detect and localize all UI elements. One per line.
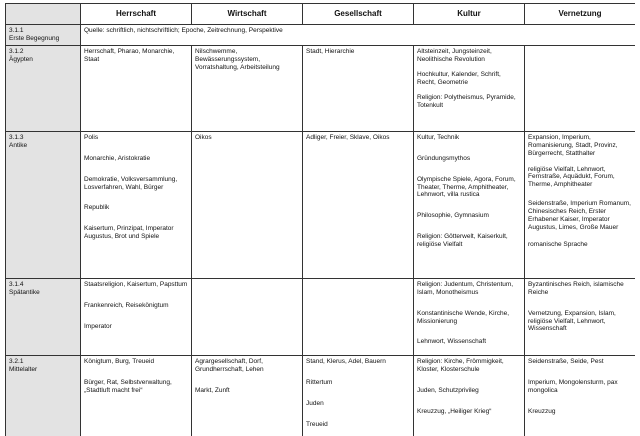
cell-entry: Stadt, Hierarchie bbox=[306, 47, 355, 55]
cell-entry: Olympische Spiele, Agora, Forum, Theater, Therme, Amphitheater, Lehnwort, villa rustica bbox=[417, 175, 516, 199]
cell-entry: Adliger, Freier, Sklave, Oikos bbox=[306, 133, 390, 141]
cell-entry: Hochkultur, Kalender, Schrift, Recht, Geometrie bbox=[417, 70, 501, 86]
section-name: Spätantike bbox=[9, 288, 40, 296]
cell-entry: Religion: Kirche, Frömmigkeit, Kloster, Klosterschule bbox=[417, 357, 504, 373]
column-header-herrschaft: Herrschaft bbox=[81, 4, 192, 25]
cell-entry: Bürger, Rat, Selbstverwaltung, „Stadtluft macht frei“ bbox=[84, 378, 172, 394]
section-cell bbox=[6, 355, 81, 436]
cell-entry: Philosophie, Gymnasium bbox=[417, 212, 489, 220]
cell-entry: Religion: Götterwelt, Kaiserkult, religiöse Vielfalt bbox=[417, 233, 508, 249]
note-cell: Quelle: schriftlich, nichtschriftlich; Epoche, Zeitrechnung, Perspektive bbox=[81, 25, 636, 46]
cell-entry: Expansion, Imperium, Romanisierung, Stadt, Provinz, Bürgerrecht, Statthalter bbox=[528, 133, 618, 157]
cell-kultur bbox=[414, 355, 525, 436]
cell-entry: religiöse Vielfalt, Lehnwort, Fernstraße, Aquädukt, Forum, Therme, Amphitheater bbox=[528, 165, 615, 189]
column-header-vernetzung: Vernetzung bbox=[525, 4, 636, 25]
cell-vernetzung bbox=[525, 45, 636, 131]
column-header-kultur: Kultur bbox=[414, 4, 525, 25]
section-number: 3.1.1 bbox=[9, 27, 24, 34]
cell-gesellschaft bbox=[303, 45, 414, 131]
cell-vernetzung bbox=[525, 131, 636, 278]
cell-entry: Polis bbox=[84, 133, 99, 141]
column-header-gesellschaft: Gesellschaft bbox=[303, 4, 414, 25]
cell-entry: Kaisertum, Prinzipat, Imperator Augustus, Brot und Spiele bbox=[84, 225, 174, 241]
cell-entry: Religion: Judentum, Christentum, Islam, Monotheismus bbox=[417, 280, 514, 296]
cell-herrschaft bbox=[81, 355, 192, 436]
table-body bbox=[6, 25, 636, 436]
cell-entry: Kultur, Technik bbox=[417, 133, 460, 141]
cell-entry: Byzantinisches Reich, islamische Reiche bbox=[528, 280, 624, 296]
cell-entry: Religion: Polytheismus, Pyramide, Totenkult bbox=[417, 94, 516, 110]
section-number: 3.1.3 bbox=[9, 133, 24, 141]
cell-wirtschaft bbox=[192, 131, 303, 278]
cell-entry: Vernetzung, Expansion, Islam, religiöse Vielfalt, Lehnwort, Wissenschaft bbox=[528, 309, 616, 333]
cell-herrschaft bbox=[81, 131, 192, 278]
cell-herrschaft bbox=[81, 278, 192, 355]
table-row bbox=[6, 131, 636, 278]
cell-entry: Treueid bbox=[306, 420, 328, 428]
cell-entry: Königtum, Burg, Treueid bbox=[84, 357, 155, 365]
cell-wirtschaft bbox=[192, 45, 303, 131]
cell-wirtschaft bbox=[192, 355, 303, 436]
table-row bbox=[6, 25, 636, 46]
cell-kultur bbox=[414, 45, 525, 131]
section-name: Antike bbox=[9, 141, 28, 149]
cell-entry: Staatsreligion, Kaisertum, Papsttum bbox=[84, 280, 188, 288]
cell-entry: Frankenreich, Reisekönigtum bbox=[84, 301, 169, 309]
cell-entry: Nilschwemme, Bewässerungssystem, Vorratshaltung, Arbeitsteilung bbox=[195, 47, 280, 71]
column-header-wirtschaft: Wirtschaft bbox=[192, 4, 303, 25]
section-cell bbox=[6, 25, 81, 46]
cell-entry: Gründungsmythos bbox=[417, 154, 471, 162]
cell-entry: Juden, Schutzprivileg bbox=[417, 386, 479, 394]
section-cell bbox=[6, 278, 81, 355]
cell-entry: romanische Sprache bbox=[528, 240, 588, 248]
header-corner-cell bbox=[6, 4, 81, 25]
table-row bbox=[6, 45, 636, 131]
section-number: 3.1.2 bbox=[9, 47, 24, 55]
table-row bbox=[6, 278, 636, 355]
cell-entry: Juden bbox=[306, 399, 324, 407]
table-row bbox=[6, 355, 636, 436]
cell-entry: Seidenstraße, Imperium Romanum, Chinesisches Reich, Erster Erhabener Kaiser, Imperator Augustus, Limes, Große Mauer bbox=[528, 200, 631, 231]
cell-gesellschaft bbox=[303, 131, 414, 278]
cell-entry: Kreuzzug bbox=[528, 407, 556, 415]
cell-entry: Herrschaft, Pharao, Monarchie, Staat bbox=[84, 47, 175, 63]
section-cell bbox=[6, 131, 81, 278]
cell-entry: Republik bbox=[84, 204, 110, 212]
section-name: Erste Begegnung bbox=[9, 34, 60, 42]
cell-vernetzung bbox=[525, 355, 636, 436]
section-number: 3.2.1 bbox=[9, 357, 24, 365]
cell-entry: Kreuzzug, „Heiliger Krieg“ bbox=[417, 407, 492, 415]
cell-entry: Agrargesellschaft, Dorf, Grundherrschaft, Lehen bbox=[195, 357, 264, 373]
cell-gesellschaft bbox=[303, 355, 414, 436]
cell-entry: Imperator bbox=[84, 322, 112, 330]
section-name: Ägypten bbox=[9, 55, 33, 63]
section-name: Mittelalter bbox=[9, 365, 38, 373]
cell-entry: Stand, Klerus, Adel, Bauern bbox=[306, 357, 386, 365]
cell-gesellschaft bbox=[303, 278, 414, 355]
cell-entry: Imperium, Mongolensturm, pax mongolica bbox=[528, 378, 618, 394]
curriculum-table-sheet bbox=[5, 3, 635, 436]
cell-entry: Demokratie, Volksversammlung, Losverfahren, Wahl, Bürger bbox=[84, 175, 178, 191]
header-row bbox=[6, 4, 636, 25]
cell-entry: Monarchie, Aristokratie bbox=[84, 154, 151, 162]
section-number: 3.1.4 bbox=[9, 280, 24, 288]
cell-entry: Seidenstraße, Seide, Pest bbox=[528, 357, 604, 365]
cell-kultur bbox=[414, 131, 525, 278]
cell-entry: Konstantinische Wende, Kirche, Missionierung bbox=[417, 309, 510, 325]
cell-herrschaft bbox=[81, 45, 192, 131]
cell-entry: Altsteinzeit, Jungsteinzeit, Neolithische Revolution bbox=[417, 47, 492, 63]
curriculum-table bbox=[5, 3, 635, 436]
cell-kultur bbox=[414, 278, 525, 355]
section-cell bbox=[6, 45, 81, 131]
cell-entry: Rittertum bbox=[306, 378, 333, 386]
cell-entry: Lehnwort, Wissenschaft bbox=[417, 338, 487, 346]
cell-entry: Markt, Zunft bbox=[195, 386, 230, 394]
cell-entry: Oikos bbox=[195, 133, 212, 141]
cell-vernetzung bbox=[525, 278, 636, 355]
cell-wirtschaft bbox=[192, 278, 303, 355]
